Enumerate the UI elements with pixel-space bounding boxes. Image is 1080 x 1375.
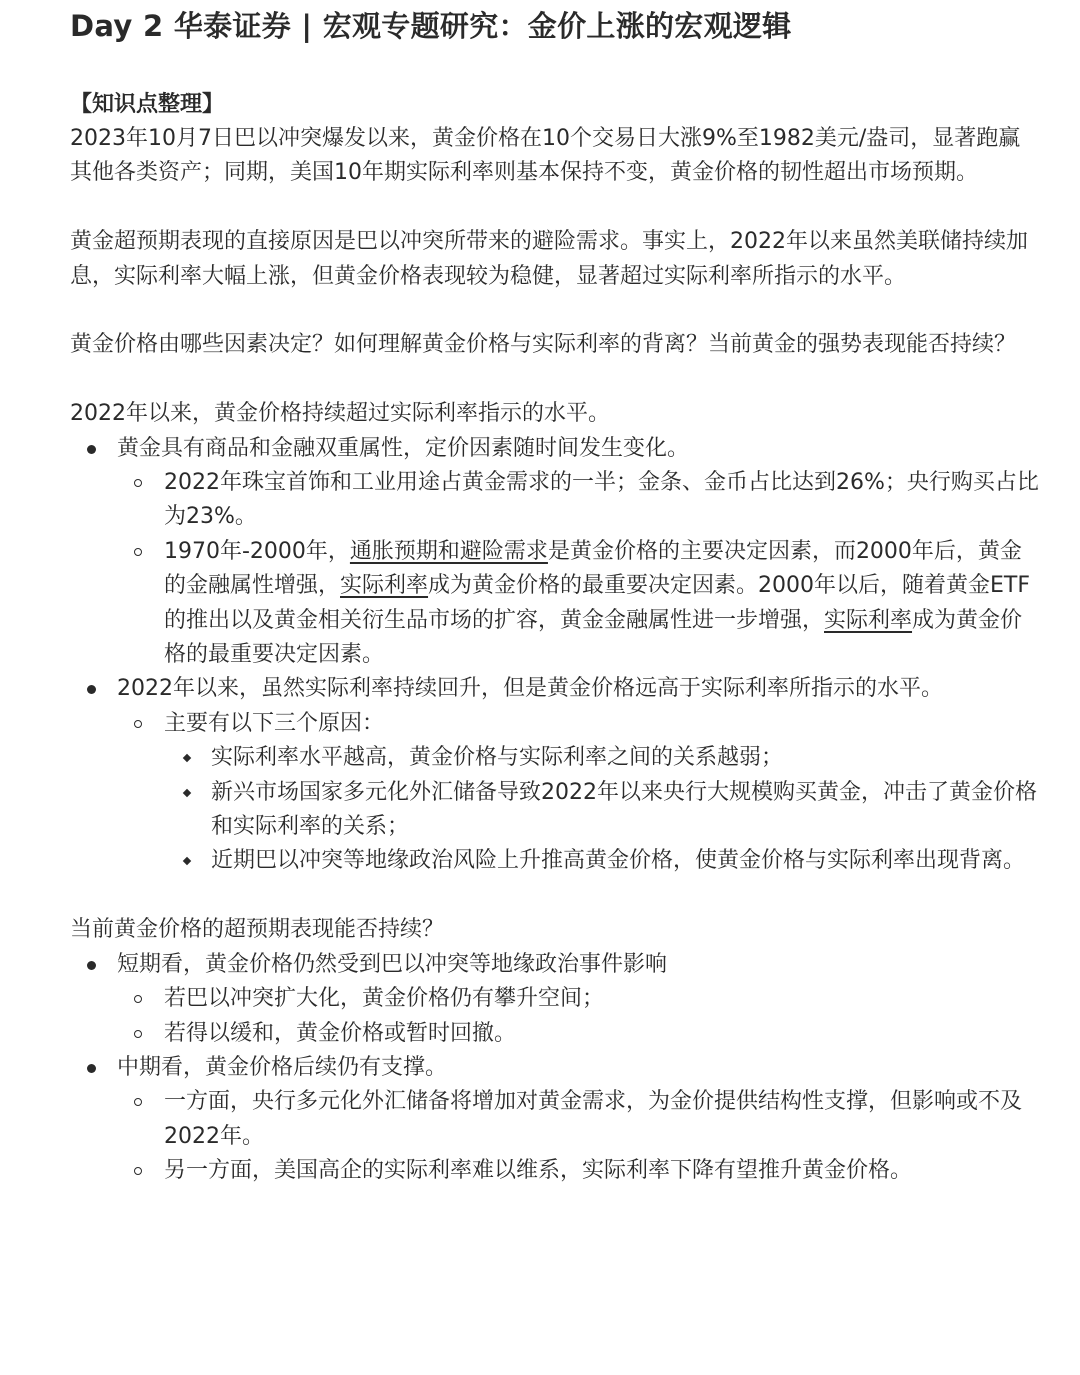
list-item [70, 948, 1040, 1051]
bullet-disc-icon [87, 1064, 96, 1073]
bullet-circle-icon [134, 1167, 142, 1175]
paragraph-outlook-question: 当前黄金价格的超预期表现能否持续？ [70, 917, 445, 943]
list-item-text: 主要有以下三个原因： [164, 710, 385, 736]
list-item-text: 近期巴以冲突等地缘政治风险上升推高黄金价格，使黄金价格与实际利率出现背离。 [211, 848, 1026, 874]
section-heading: 【知识点整理】 [70, 92, 225, 117]
sub-list [117, 982, 1040, 1051]
list-item [164, 741, 1040, 775]
list-item-text: 另一方面，美国高企的实际利率难以维系，实际利率下降有望推升黄金价格。 [164, 1158, 913, 1184]
list-item-text: 成为黄金价格的最重要决定因素。2000年以后，随着黄金ETF的推出以及黄金相关衍生品市场的扩容，黄金金融属性进一步增强， [164, 573, 1031, 633]
bullet-circle-icon [134, 548, 142, 556]
sub-list [117, 707, 1040, 879]
page-title: Day 2 华泰证券 | 宏观专题研究：金价上涨的宏观逻辑 [70, 9, 792, 43]
list-item-text: 新兴市场国家多元化外汇储备导致2022年以来央行大规模购买黄金，冲击了黄金价格和实际利率的关系； [211, 779, 1037, 840]
bullet-circle-icon [134, 1098, 142, 1106]
list-item [164, 844, 1040, 878]
bullet-circle-icon [134, 720, 142, 728]
bullet-diamond-icon [183, 788, 191, 796]
outlook-list [70, 948, 1040, 1189]
list-item-text: 成为黄金价格的最重要决定因素。 [164, 607, 1023, 668]
list-item [117, 535, 1040, 673]
paragraph-direct-cause: 黄金超预期表现的直接原因是巴以冲突所带来的避险需求。事实上，2022年以来虽然美联储持续加息，实际利率大幅上涨，但黄金价格表现较为稳健，显著超过实际利率所指示的水平。 [70, 229, 1028, 289]
list-item-text: 是黄金价格的主要决定因素，而2000年后，黄金的金融属性增强， [164, 538, 1022, 599]
bullet-disc-icon [87, 685, 96, 694]
underlined-term: 通胀预期和避险需求 [349, 538, 548, 564]
list-item-text: 一方面，央行多元化外汇储备将增加对黄金需求，为金价提供结构性支撑，但影响或不及2022年。 [164, 1089, 1023, 1149]
list-item [117, 707, 1040, 879]
bullet-diamond-icon [183, 754, 191, 762]
list-item [117, 466, 1040, 535]
list-item [117, 1085, 1040, 1154]
list-item-text: 黄金具有商品和金融双重属性，定价因素随时间发生变化。 [117, 435, 690, 461]
list-item-text: 2022年珠宝首饰和工业用途占黄金需求的一半；金条、金币占比达到26%；央行购买占比为23%。 [164, 470, 1039, 530]
bullet-circle-icon [134, 1030, 142, 1038]
bullet-circle-icon [134, 479, 142, 487]
list-item-text: 中期看，黄金价格后续仍有支撑。 [117, 1054, 448, 1080]
list-item [70, 1051, 1040, 1189]
bullet-disc-icon [87, 445, 96, 454]
paragraph-questions: 黄金价格由哪些因素决定？如何理解黄金价格与实际利率的背离？当前黄金的强势表现能否持续？ [70, 332, 1017, 358]
bullet-disc-icon [87, 961, 96, 970]
list-item [70, 672, 1040, 878]
paragraph-intro: 2023年10月7日巴以冲突爆发以来，黄金价格在10个交易日大涨9%至1982美元/盎司，显著跑赢其他各类资产；同期，美国10年期实际利率则基本保持不变，黄金价格的韧性超出市场预期。 [70, 126, 1021, 186]
list-item [117, 1154, 1040, 1188]
list-item-text: 实际利率水平越高，黄金价格与实际利率之间的关系越弱； [211, 745, 784, 771]
paragraph-since-2022: 2022年以来，黄金价格持续超过实际利率指示的水平。 [70, 401, 610, 427]
list-item [164, 776, 1040, 845]
bullet-circle-icon [134, 995, 142, 1003]
list-item-text: 短期看，黄金价格仍然受到巴以冲突等地缘政治事件影响 [117, 951, 668, 977]
sub-list [117, 466, 1040, 672]
list-item [70, 432, 1040, 673]
list-item-text: 1970年-2000年， [164, 538, 350, 564]
list-item-text: 若得以缓和，黄金价格或暂时回撤。 [164, 1020, 517, 1046]
bullet-diamond-icon [183, 857, 191, 865]
reasons-list [164, 741, 1040, 879]
list-item [117, 1017, 1040, 1051]
list-item-text: 若巴以冲突扩大化，黄金价格仍有攀升空间； [164, 986, 605, 1012]
underlined-term: 实际利率 [340, 573, 429, 599]
underlined-term: 实际利率 [824, 607, 913, 633]
list-item-text: 2022年以来，虽然实际利率持续回升，但是黄金价格远高于实际利率所指示的水平。 [117, 676, 943, 702]
list-item [117, 982, 1040, 1016]
pricing-factors-list [70, 432, 1040, 879]
sub-list [117, 1085, 1040, 1188]
